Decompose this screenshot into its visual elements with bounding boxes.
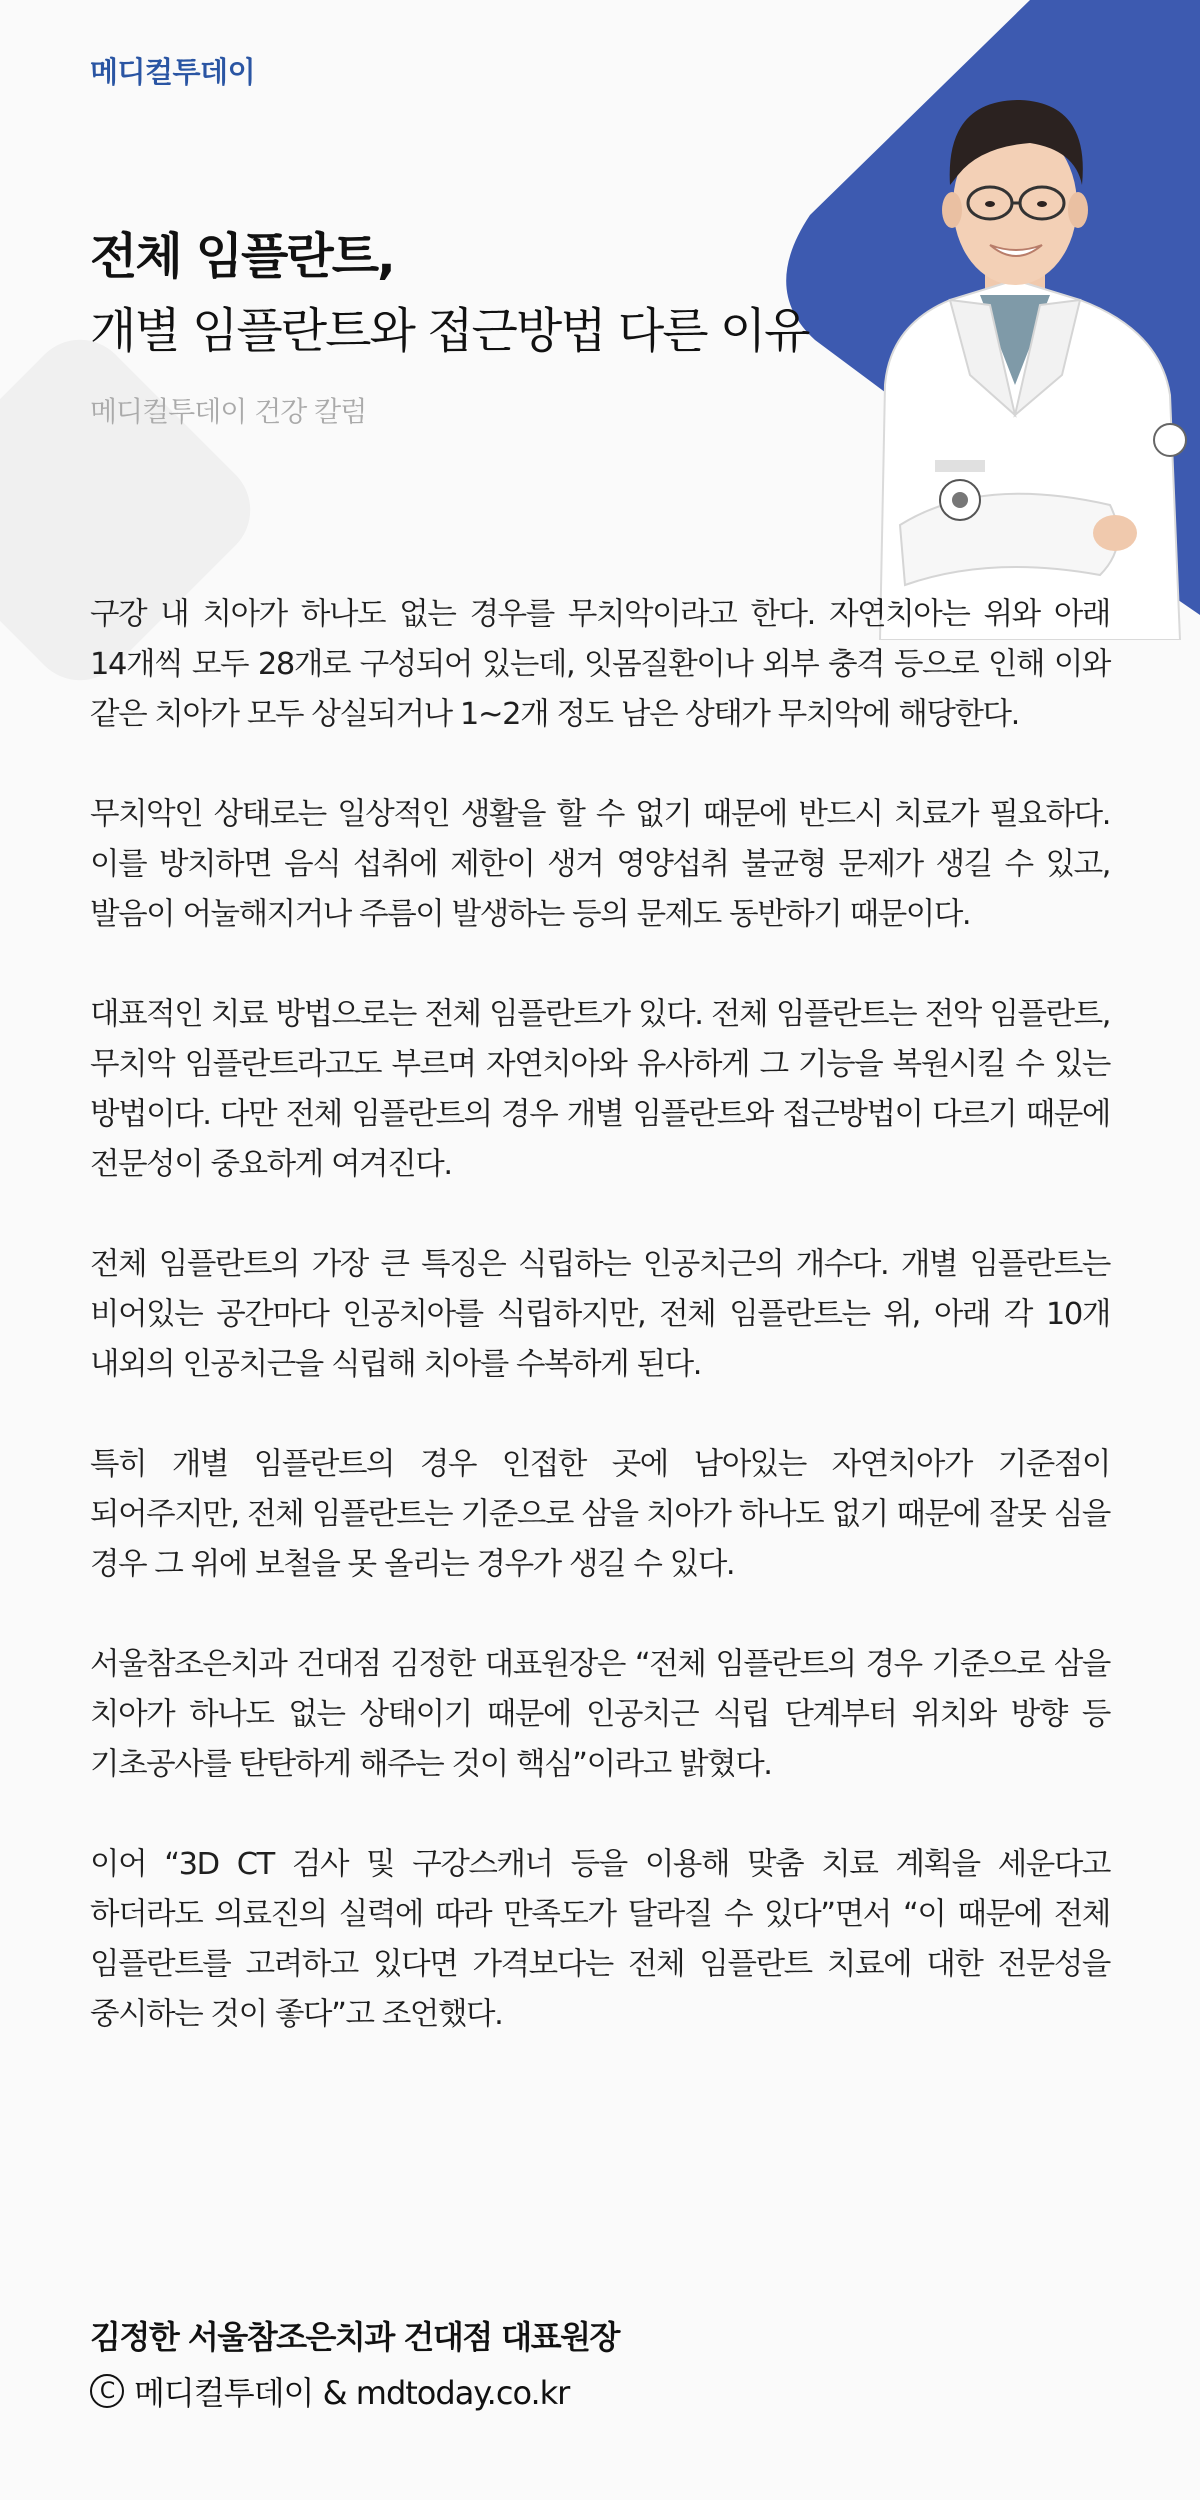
doctor-portrait (830, 55, 1200, 640)
article-paragraph-4: 전체 임플란트의 가장 큰 특징은 식립하는 인공치근의 개수다. 개별 임플란트는 비어있는 공간마다 인공치아를 식립하지만, 전체 임플란트는 위, 아래 각 10개 내외의 인공치근을 식립해 치아를 수복하게 된다. (90, 1247, 1110, 1382)
brand-logo[interactable]: 메디컬투데이 (90, 55, 256, 89)
article-paragraph-3: 대표적인 치료 방법으로는 전체 임플란트가 있다. 전체 임플란트는 전악 임플란트, 무치악 임플란트라고도 부르며 자연치아와 유사하게 그 기능을 복원시킬 수 있는 방법이다. 다만 전체 임플란트의 경우 개별 임플란트와 접근방법이 다르기 때문에 전문성이 중요하게 여겨진다. (90, 997, 1110, 1182)
copyright-icon: C (90, 2374, 124, 2408)
author-credit: 김정한 서울참조은치과 건대점 대표원장 (90, 2318, 619, 2356)
article-paragraph-1: 구강 내 치아가 하나도 없는 경우를 무치악이라고 한다. 자연치아는 위와 아래 14개씩 모두 28개로 구성되어 있는데, 잇몸질환이나 외부 충격 등으로 인해 이와 같은 치아가 모두 상실되거나 1~2개 정도 남은 상태가 무치악에 해당한다. (90, 597, 1110, 732)
headline-line-1: 전체 임플란트, (90, 228, 394, 285)
article-paragraph-6: 서울참조은치과 건대점 김정한 대표원장은 “전체 임플란트의 경우 기준으로 삼을 치아가 하나도 없는 상태이기 때문에 인공치근 식립 단계부터 위치와 방향 등 기초공사를 탄탄하게 해주는 것이 핵심”이라고 밝혔다. (90, 1647, 1110, 1782)
article-paragraph-7: 이어 “3D CT 검사 및 구강스캐너 등을 이용해 맞춤 치료 계획을 세운다고 하더라도 의료진의 실력에 따라 만족도가 달라질 수 있다”면서 “이 때문에 전체 임플란트를 고려하고 있다면 가격보다는 전체 임플란트 치료에 대한 전문성을 중시하는 것이 좋다”고 조언했다. (90, 1847, 1110, 2032)
article-body (90, 590, 1110, 2090)
article-paragraph-2: 무치악인 상태로는 일상적인 생활을 할 수 없기 때문에 반드시 치료가 필요하다. 이를 방치하면 음식 섭취에 제한이 생겨 영양섭취 불균형 문제가 생길 수 있고, 발음이 어눌해지거나 주름이 발생하는 등의 문제도 동반하기 때문이다. (90, 797, 1110, 932)
article-paragraph-5: 특히 개별 임플란트의 경우 인접한 곳에 남아있는 자연치아가 기준점이 되어주지만, 전체 임플란트는 기준으로 삼을 치아가 하나도 없기 때문에 잘못 심을 경우 그 위에 보철을 못 올리는 경우가 생길 수 있다. (90, 1447, 1110, 1582)
copyright-line (90, 2368, 569, 2414)
copyright-text: 메디컬투데이 & mdtoday.co.kr (134, 2374, 570, 2412)
column-subtitle: 메디컬투데이 건강 칼럼 (90, 395, 367, 428)
headline-line-2: 개별 임플란트와 접근방법 다른 이유 (90, 303, 809, 359)
